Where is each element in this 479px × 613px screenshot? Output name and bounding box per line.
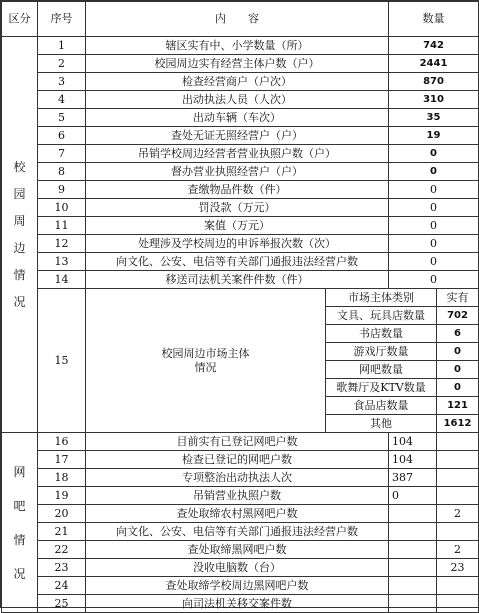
table-row: [2, 487, 479, 505]
market-col-actual: 实有: [437, 289, 479, 307]
row-number: 22: [38, 541, 86, 559]
table-row: [2, 127, 479, 145]
row-number: 5: [38, 109, 86, 127]
table-row: [2, 163, 479, 181]
row-text: 案值（万元）: [86, 217, 389, 235]
market-actual: 0: [437, 361, 479, 379]
row-number: 11: [38, 217, 86, 235]
market-title: [86, 289, 326, 433]
table-row: [2, 37, 479, 55]
header-content: 内 容: [86, 2, 389, 37]
row-number: 20: [38, 505, 86, 523]
row-text: 查处取缔学校周边黑网吧户数: [86, 577, 389, 595]
table-row: [2, 523, 479, 541]
row-number: 25: [38, 595, 86, 613]
row-value: 0: [389, 271, 479, 289]
row-text: 辖区实有中、小学数量（所）: [86, 37, 389, 55]
row-value: 0: [389, 199, 479, 217]
row-text: 查处无证无照经营户（户）: [86, 127, 389, 145]
row-number: 2: [38, 55, 86, 73]
table-row: [2, 109, 479, 127]
row-value: 310: [389, 91, 479, 109]
row-number: 17: [38, 451, 86, 469]
row-value-2: [437, 523, 479, 541]
row-text: 没收电脑数（台）: [86, 559, 389, 577]
market-type: 食品店数量: [326, 397, 437, 415]
row-value-2: [437, 451, 479, 469]
row-value: 0: [389, 217, 479, 235]
row-value: 104: [389, 451, 437, 469]
market-actual: 0: [437, 343, 479, 361]
row-text: 查缴物品件数（件）: [86, 181, 389, 199]
row-value: 2441: [389, 55, 479, 73]
row-text: 罚没款（万元）: [86, 199, 389, 217]
row-number: 16: [38, 433, 86, 451]
row-number: 10: [38, 199, 86, 217]
row-text: 向文化、公安、电信等有关部门通报违法经营户数: [86, 523, 389, 541]
row-value: [389, 523, 437, 541]
row-value: 742: [389, 37, 479, 55]
table-row: [2, 199, 479, 217]
section-label-campus: 校 园 周 边 情 况: [2, 37, 38, 433]
row-number: 23: [38, 559, 86, 577]
market-type: 书店数量: [326, 325, 437, 343]
row-value: [389, 505, 437, 523]
row-value: [389, 577, 437, 595]
row-number: 21: [38, 523, 86, 541]
row-number: 8: [38, 163, 86, 181]
row-number: 6: [38, 127, 86, 145]
row-number: 24: [38, 577, 86, 595]
row-text: 检查经营商户（户次）: [86, 73, 389, 91]
market-header-row: [2, 289, 479, 307]
row-text: 查处取缔黑网吧户数: [86, 541, 389, 559]
header-seq: 序号: [38, 2, 86, 37]
row-number: 1: [38, 37, 86, 55]
row-value: 0: [389, 235, 479, 253]
row-value-2: 2: [437, 505, 479, 523]
row-value: 0: [389, 487, 437, 505]
row-value-2: [437, 577, 479, 595]
row-value-2: [437, 433, 479, 451]
market-type: 其他: [326, 415, 437, 433]
row-number: 18: [38, 469, 86, 487]
row-text: 查处取缔农村黑网吧户数: [86, 505, 389, 523]
statistics-table: [1, 1, 479, 613]
table-row: [2, 541, 479, 559]
header-row: [2, 2, 479, 37]
row-text: 出动车辆（车次）: [86, 109, 389, 127]
table-row: [2, 55, 479, 73]
header-district: 区分: [2, 2, 38, 37]
row-number: 14: [38, 271, 86, 289]
section-label-netcafe: 网 吧 情 况: [2, 433, 38, 613]
row-value-2: [437, 487, 479, 505]
market-actual: 6: [437, 325, 479, 343]
row-number: 13: [38, 253, 86, 271]
row-text: 目前实有已登记网吧户数: [86, 433, 389, 451]
row-value: 0: [389, 253, 479, 271]
row-number: 3: [38, 73, 86, 91]
table-row: [2, 253, 479, 271]
market-type: 游戏厅数量: [326, 343, 437, 361]
row-value: [389, 595, 437, 613]
table-row: [2, 217, 479, 235]
market-col-type: 市场主体类别: [326, 289, 437, 307]
market-title-line1: 校园周边市场主体: [161, 346, 250, 360]
table-row: [2, 271, 479, 289]
header-quantity: 数量: [389, 2, 479, 37]
row-value-2: [437, 469, 479, 487]
table-row: [2, 73, 479, 91]
row-value: [389, 559, 437, 577]
row-text: 吊销营业执照户数: [86, 487, 389, 505]
row-text: 处理涉及学校周边的申诉举报次数（次）: [86, 235, 389, 253]
row-value: [389, 541, 437, 559]
table-row: [2, 181, 479, 199]
row-number: 4: [38, 91, 86, 109]
row-text: 向司法机关移交案件数: [86, 595, 389, 613]
row-value-2: 2: [437, 541, 479, 559]
row-text: 吊销学校周边经营者营业执照户数（户）: [86, 145, 389, 163]
market-type: 文具、玩具店数量: [326, 307, 437, 325]
row-value-2: 23: [437, 559, 479, 577]
row-text: 专项整治出动执法人次: [86, 469, 389, 487]
table-row: [2, 235, 479, 253]
market-title-line2: 情况: [194, 360, 217, 374]
table-row: [2, 595, 479, 613]
table-row: [2, 559, 479, 577]
table-row: [2, 91, 479, 109]
market-actual: 0: [437, 379, 479, 397]
row-number: 9: [38, 181, 86, 199]
row-value: 0: [389, 145, 479, 163]
table-row: [2, 145, 479, 163]
table-row: [2, 433, 479, 451]
row-value: 0: [389, 163, 479, 181]
row-number: 15: [38, 289, 86, 433]
row-number: 19: [38, 487, 86, 505]
row-value: 19: [389, 127, 479, 145]
row-text: 出动执法人员（人次）: [86, 91, 389, 109]
row-value: 870: [389, 73, 479, 91]
market-actual: 121: [437, 397, 479, 415]
row-value: 0: [389, 181, 479, 199]
row-value: 387: [389, 469, 437, 487]
row-text: 向文化、公安、电信等有关部门通报违法经营户数: [86, 253, 389, 271]
table-row: [2, 505, 479, 523]
row-number: 12: [38, 235, 86, 253]
table-row: [2, 451, 479, 469]
row-value: 35: [389, 109, 479, 127]
row-text: 督办营业执照经营户（户）: [86, 163, 389, 181]
row-text: 校园周边实有经营主体户数（户）: [86, 55, 389, 73]
market-type: 歌舞厅及KTV数量: [326, 379, 437, 397]
table-row: [2, 577, 479, 595]
row-value: 104: [389, 433, 437, 451]
market-actual: 1612: [437, 415, 479, 433]
market-actual: 702: [437, 307, 479, 325]
row-value-2: [437, 595, 479, 613]
row-text: 移送司法机关案件件数（件）: [86, 271, 389, 289]
row-text: 检查已登记的网吧户数: [86, 451, 389, 469]
market-type: 网吧数量: [326, 361, 437, 379]
row-number: 7: [38, 145, 86, 163]
table-row: [2, 469, 479, 487]
